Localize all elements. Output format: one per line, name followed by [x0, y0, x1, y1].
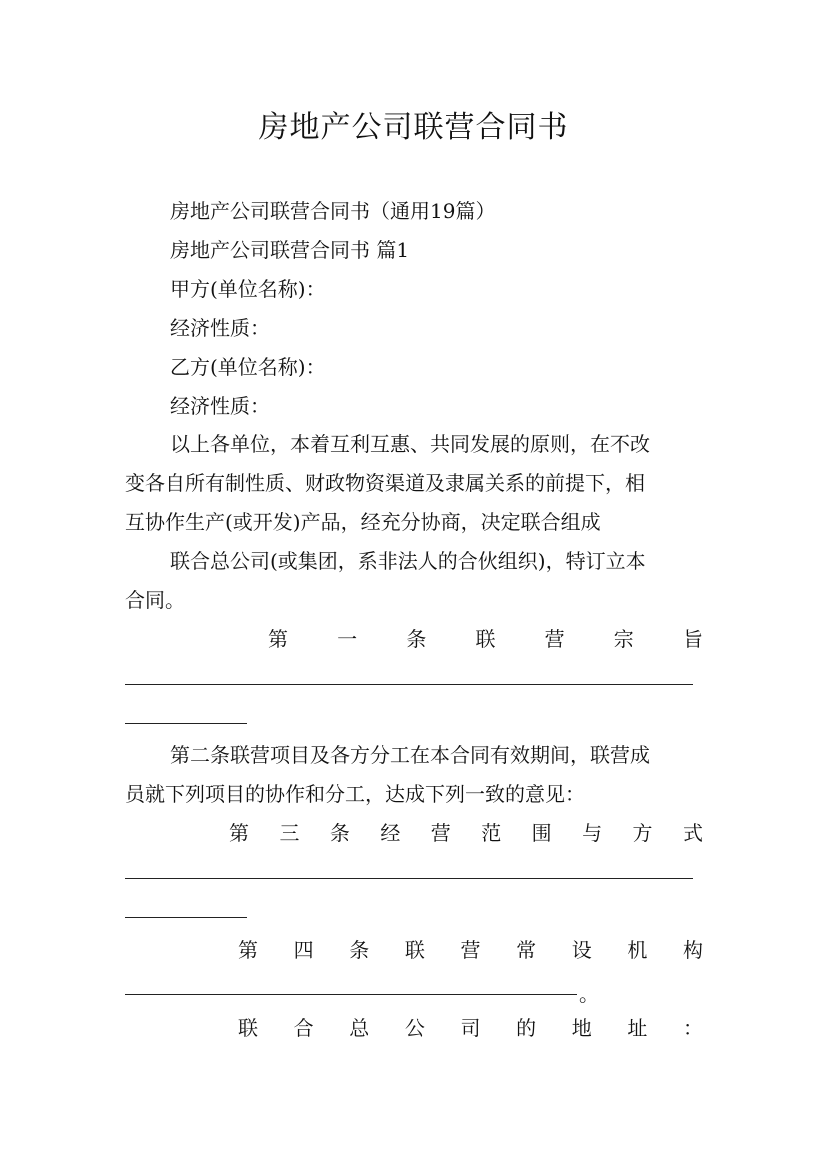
heading-char: 四: [293, 938, 314, 962]
party-b-nature: 经济性质：: [170, 394, 270, 418]
heading-char: 第: [268, 627, 288, 651]
heading-char: 围: [531, 821, 552, 845]
heading-char: 一: [337, 627, 358, 651]
article-2-line: 员就下列项目的协作和分工，达成下列一致的意见：: [125, 782, 585, 806]
heading-char: 营: [460, 938, 481, 962]
heading-char: 联: [475, 627, 496, 651]
heading-char: 常: [516, 938, 537, 962]
heading-char: 构: [683, 938, 703, 962]
heading-char: 第: [229, 821, 249, 845]
blank-underline: [125, 878, 693, 879]
blank-underline: [125, 723, 247, 724]
heading-char: 三: [279, 821, 300, 845]
blank-underline: [125, 684, 693, 685]
heading-char: 设: [571, 938, 592, 962]
heading-char: ：: [683, 1016, 703, 1040]
heading-char: 宗: [613, 627, 634, 651]
heading-char: 机: [627, 938, 648, 962]
heading-char: 址: [627, 1016, 648, 1040]
section-heading: 房地产公司联营合同书 篇1: [170, 238, 410, 262]
paragraph-line: 联合总公司(或集团，系非法人的合伙组织)，特订立本: [170, 549, 646, 573]
article-2-line: 第二条联营项目及各方分工在本合同有效期间，联营成: [170, 743, 650, 767]
heading-char: 第: [238, 938, 258, 962]
heading-char: 司: [460, 1016, 481, 1040]
blank-underline: [125, 994, 577, 995]
heading-char: 地: [571, 1016, 592, 1040]
subtitle-line: 房地产公司联营合同书（通用19篇）: [170, 199, 496, 223]
heading-char: 方: [632, 821, 653, 845]
paragraph-line: 变各自所有制性质、财政物资渠道及隶属关系的前提下，相: [125, 471, 645, 495]
address-label: [238, 1009, 703, 1048]
article-4-heading: [238, 931, 703, 970]
sentence-end: 。: [579, 982, 599, 1006]
party-b-name: 乙方(单位名称)：: [170, 355, 326, 379]
party-a-nature: 经济性质：: [170, 316, 270, 340]
heading-char: 条: [406, 627, 427, 651]
paragraph-line: 互协作生产(或开发)产品，经充分协商，决定联合组成: [125, 510, 601, 534]
heading-char: 旨: [682, 627, 703, 651]
document-title: 房地产公司联营合同书: [258, 110, 569, 145]
heading-char: 经: [380, 821, 401, 845]
heading-char: 条: [329, 821, 350, 845]
heading-char: 联: [404, 938, 425, 962]
paragraph-line: 以上各单位，本着互利互惠、共同发展的原则，在不改: [170, 432, 650, 456]
heading-char: 总: [349, 1016, 370, 1040]
article-3-heading: [229, 814, 703, 853]
heading-char: 营: [430, 821, 451, 845]
heading-char: 范: [481, 821, 502, 845]
heading-char: 的: [516, 1016, 537, 1040]
party-a-name: 甲方(单位名称)：: [170, 277, 326, 301]
paragraph-line: 合同。: [125, 588, 185, 612]
heading-char: 式: [682, 821, 703, 845]
heading-char: 营: [544, 627, 565, 651]
article-1-heading: [268, 620, 703, 659]
heading-char: 条: [349, 938, 370, 962]
heading-char: 公: [404, 1016, 425, 1040]
blank-underline: [125, 917, 247, 918]
heading-char: 联: [238, 1016, 258, 1040]
heading-char: 与: [582, 821, 603, 845]
heading-char: 合: [293, 1016, 314, 1040]
